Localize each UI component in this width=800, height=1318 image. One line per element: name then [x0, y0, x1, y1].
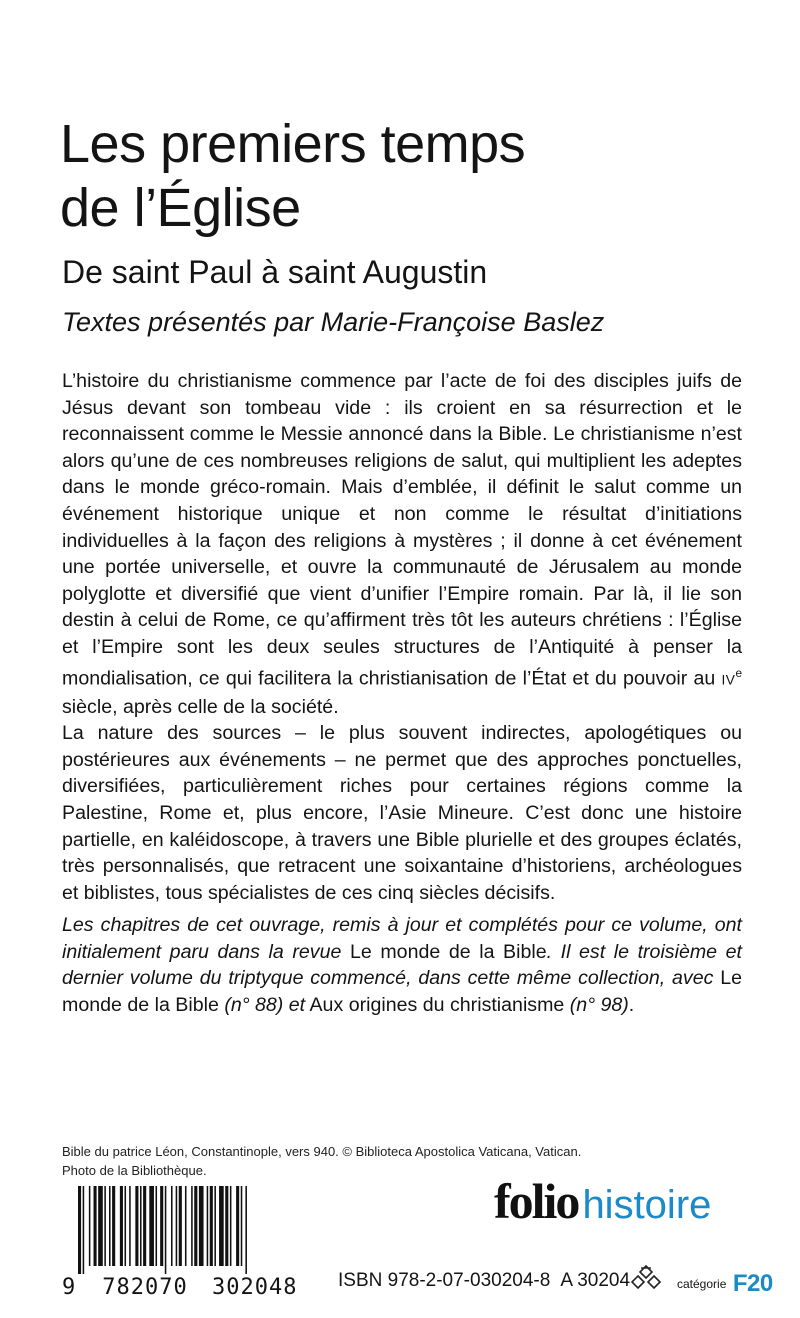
- note-ref2-num: (n° 98): [569, 993, 629, 1016]
- note-part2: . Il est le troisième et dernier volume du triptyque commencé, dans cette même collection, avec: [62, 940, 742, 990]
- barcode: [78, 1186, 283, 1274]
- century-suffix: e: [735, 666, 742, 680]
- note-ref2-title: Aux origines du christianisme: [305, 993, 570, 1016]
- book-title: [60, 112, 760, 240]
- book-presenter: Textes présentés par Marie-Françoise Baslez: [62, 307, 605, 337]
- back-cover-blurb: [62, 368, 742, 906]
- brand-folio: folio: [494, 1173, 579, 1229]
- credit-line-2: Photo de la Bibliothèque.: [62, 1163, 207, 1178]
- note-journal: Le monde de la Bible: [341, 940, 547, 963]
- category-value: F20: [732, 1270, 773, 1297]
- book-subtitle: De saint Paul à saint Augustin: [62, 254, 488, 290]
- century-numeral: IV: [721, 672, 736, 688]
- book-title-line1: Les premiers temps: [60, 114, 526, 174]
- note-ref1-title: Le monde de la Bible: [62, 967, 742, 1016]
- gallimard-emblem-icon: [630, 1262, 662, 1294]
- barcode-digits: [62, 1276, 297, 1300]
- category-badge: [677, 1270, 773, 1298]
- blurb-paragraph-1: [62, 368, 742, 720]
- publisher-logo: [494, 1172, 711, 1232]
- isbn-line: [338, 1268, 630, 1294]
- blurb-p1-text-b: siècle, après celle de la société.: [62, 695, 339, 718]
- category-label: catégorie: [677, 1277, 727, 1291]
- barcode-group-1: 782070: [102, 1275, 188, 1300]
- note-part1: Les chapitres de cet ouvrage, remis à jour et complétés pour ce volume, ont initialement paru dans la revue: [62, 914, 742, 963]
- note-ref1-num: (n° 88) et: [224, 993, 306, 1016]
- barcode-group-2: 302048: [211, 1275, 298, 1300]
- barcode-first-digit: 9: [62, 1275, 77, 1300]
- note-end: .: [628, 993, 635, 1016]
- blurb-paragraph-2: La nature des sources – le plus souvent indirectes, apologétiques ou postérieures aux événements – ne permet que des approches ponctuelles, diversifiées, particulièrement riches pour certaines régions comme la Palestine, Rome et, plus encore, l’Asie Mineure. C’est donc une histoire partielle, en kaléidoscope, à travers une Bible plurielle et des groupes éclatés, très personnalisés, que retracent une soixantaine d’historiens, archéologues et biblistes, tous spécialistes de ces cinq siècles décisifs.: [62, 722, 742, 904]
- price-code: A 30204: [560, 1270, 631, 1291]
- brand-histoire: histoire: [582, 1183, 712, 1227]
- blurb-p1-text-a: L’histoire du christianisme commence par l’acte de foi des disciples juifs de Jésus devant son tombeau vide : ils croient en sa résurrection et le reconnaissent comme le Messie annoncé dans la Bible. Le christianisme n’est alors qu’une de ces nombreuses religions de salut, qui multiplient les adeptes dans le monde gréco-romain. Mais d’emblée, il définit le salut comme un événement historique unique et non comme le résultat d’initiations individuelles à la façon des religions à mystères ; il donne à cet événement une portée universelle, et ouvre la communauté de Jérusalem au monde polyglotte et diversifié que vient d’unifier l’Empire romain. Par là, il lie son destin à celui de Rome, ce qu’affirment très tôt les auteurs chrétiens : l’Église et l’Empire sont les deux seules structures de l’Antiquité à penser la mondialisation, ce qui facilitera la christianisation de l’État et du pouvoir au: [62, 370, 742, 690]
- barcode-bars-icon: [78, 1186, 283, 1274]
- edition-note: [62, 912, 742, 1018]
- book-title-line2: de l’Église: [60, 178, 301, 238]
- isbn-number: ISBN 978-2-07-030204-8: [338, 1270, 551, 1291]
- credit-line-1: Bible du patrice Léon, Constantinople, vers 940. © Biblioteca Apostolica Vaticana, Vatican.: [62, 1144, 582, 1159]
